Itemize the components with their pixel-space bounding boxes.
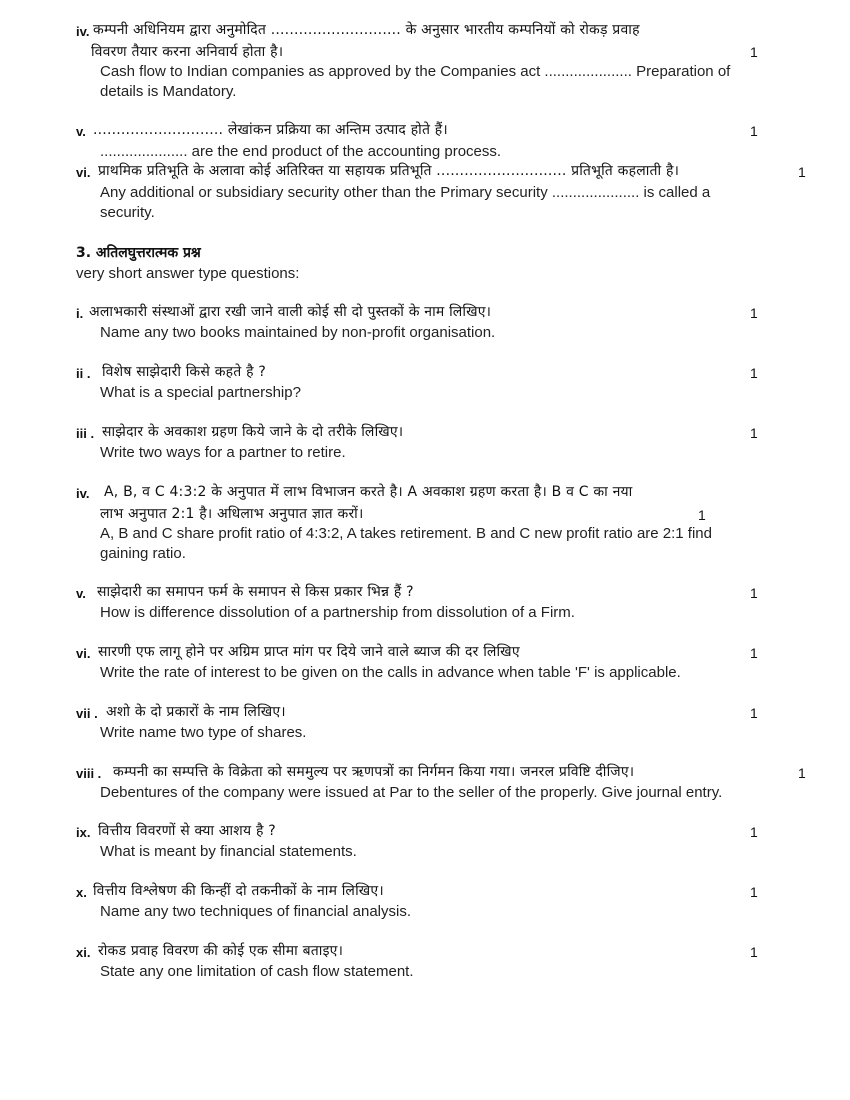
marks: 1 [750, 425, 758, 441]
question-english-cont: details is Mandatory. [100, 83, 237, 100]
question-english: Write the rate of interest to be given on the calls in advance when table 'F' is applicable. [100, 664, 681, 681]
question-hindi: सारणी एफ लागू होने पर अग्रिम प्राप्त मांग पर दिये जाने वाले ब्याज की दर लिखिए [98, 644, 520, 660]
question-hindi: वित्तीय विवरणों से क्या आशय है ? [98, 823, 276, 839]
question-number: x. [76, 885, 87, 900]
question-hindi: कम्पनी का सम्पत्ति के विक्रेता को सममुल्य पर ऋणपत्रों का निर्गमन किया गया। जनरल प्रविष्टि दीजिए। [113, 764, 635, 780]
marks: 1 [750, 585, 758, 601]
question-number: v. [76, 124, 86, 139]
question-english: Name any two techniques of financial analysis. [100, 903, 412, 920]
marks: 1 [798, 164, 806, 180]
question-hindi: विशेष साझेदारी किसे कहते है ? [102, 364, 267, 380]
question-hindi-cont: लाभ अनुपात 2:1 है। अधिलाभ अनुपात ज्ञात करों। [100, 506, 364, 522]
question-english: ..................... are the end product of the accounting process. [100, 143, 502, 160]
marks: 1 [750, 44, 758, 60]
marks: 1 [750, 305, 758, 321]
question-hindi: ............................ लेखांकन प्रक्रिया का अन्तिम उत्पाद होते हैं। [93, 122, 448, 138]
marks: 1 [698, 507, 706, 523]
question-english-cont: gaining ratio. [100, 545, 186, 562]
question-hindi: अलाभकारी संस्थाओं द्वारा रखी जाने वाली कोई सी दो पुस्तकों के नाम लिखिए। [89, 304, 492, 320]
question-hindi: प्राथमिक प्रतिभूति के अलावा कोई अतिरिक्त या सहायक प्रतिभूति ............................ प्रतिभूति कहलाती है। [98, 163, 680, 179]
question-hindi: A, B, व C 4:3:2 के अनुपात में लाभ विभाजन करते है। A अवकाश ग्रहण करता है। B व C का नया [104, 484, 633, 500]
question-number: iv. [76, 24, 90, 39]
question-english: What is meant by financial statements. [100, 843, 357, 860]
question-hindi: साझेदारी का समापन फर्म के समापन से किस प्रकार भिन्न हैं ? [97, 584, 414, 600]
question-number: vii . [76, 706, 98, 721]
question-number: xi. [76, 945, 91, 960]
question-number: v. [76, 586, 86, 601]
question-number: vi. [76, 646, 91, 661]
marks: 1 [750, 884, 758, 900]
question-number: vi. [76, 165, 91, 180]
question-number: iii . [76, 426, 95, 441]
marks: 1 [750, 705, 758, 721]
question-english: Name any two books maintained by non-profit organisation. [100, 324, 496, 341]
question-hindi: कम्पनी अधिनियम द्वारा अनुमोदित ............................ के अनुसार भारतीय कम्पनियों को रोकड़ प्रवाह [93, 22, 640, 38]
question-english: Any additional or subsidiary security other than the Primary security ..................... is called a [100, 184, 711, 201]
question-hindi-cont: विवरण तैयार करना अनिवार्य होता है। [91, 44, 284, 60]
question-english: Cash flow to Indian companies as approved by the Companies act ..................... Preparation of [100, 63, 731, 80]
marks: 1 [750, 365, 758, 381]
question-english: State any one limitation of cash flow statement. [100, 963, 414, 980]
question-english-cont: security. [100, 204, 155, 221]
marks: 1 [750, 944, 758, 960]
question-number: i. [76, 306, 84, 321]
marks: 1 [750, 824, 758, 840]
question-hindi: अशो के दो प्रकारों के नाम लिखिए। [106, 704, 286, 720]
section-subtitle: very short answer type questions: [76, 265, 300, 282]
question-hindi: साझेदार के अवकाश ग्रहण किये जाने के दो तरीके लिखिए। [102, 424, 404, 440]
marks: 1 [798, 765, 806, 781]
question-english: How is difference dissolution of a partnership from dissolution of a Firm. [100, 604, 575, 621]
marks: 1 [750, 123, 758, 139]
question-english: Write name two type of shares. [100, 724, 307, 741]
question-english: Write two ways for a partner to retire. [100, 444, 346, 461]
question-english: Debentures of the company were issued at Par to the seller of the properly. Give journal entry. [100, 784, 723, 801]
question-english: A, B and C share profit ratio of 4:3:2, A takes retirement. B and C new profit ratio are 2:1 find [100, 525, 712, 542]
question-number: iv. [76, 486, 90, 501]
question-english: What is a special partnership? [100, 384, 301, 401]
question-number: ix. [76, 825, 91, 840]
section-title: 3. अतिलघुत्तरात्मक प्रश्न [76, 245, 201, 261]
question-number: viii . [76, 766, 102, 781]
question-number: ii . [76, 366, 91, 381]
question-hindi: रोकड प्रवाह विवरण की कोई एक सीमा बताइए। [98, 943, 344, 959]
marks: 1 [750, 645, 758, 661]
question-hindi: वित्तीय विश्लेषण की किन्हीं दो तकनीकों के नाम लिखिए। [93, 883, 384, 899]
